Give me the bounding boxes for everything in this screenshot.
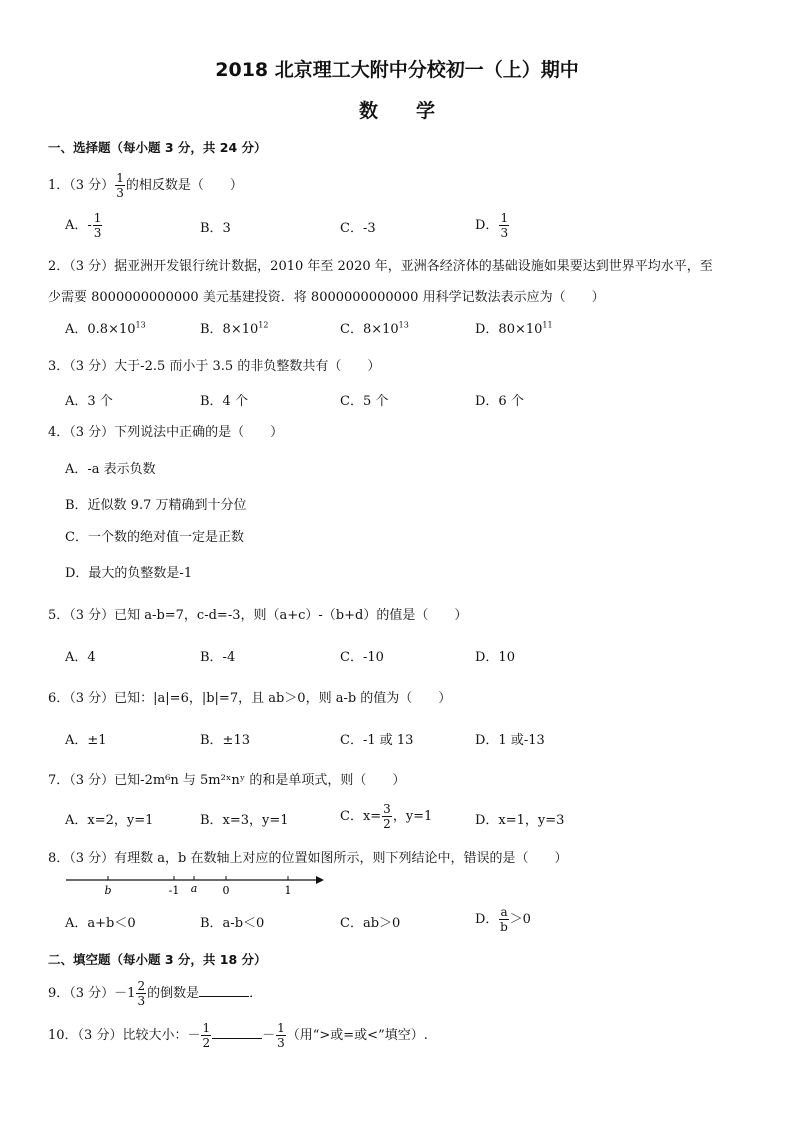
q3-option-b: B．4 个	[200, 394, 248, 409]
q6-option-a: A．±1	[65, 733, 107, 748]
q1-fraction: $\frac{1}{3}$	[116, 171, 124, 200]
question-7: 7．（3 分）已知-2m⁶n 与 5m²ˣnʸ 的和是单项式，则（ ）	[48, 773, 406, 788]
axis-label-a: a	[190, 882, 198, 895]
axis-label-minus-1: -1	[168, 884, 180, 897]
q8-option-b: B．a-b＜0	[200, 916, 265, 931]
q5-option-c: C．-10	[340, 650, 384, 665]
q1-prefix: 1．（3 分）	[48, 178, 115, 193]
question-4: 4．（3 分）下列说法中正确的是（ ）	[48, 425, 284, 440]
axis-label-0: 0	[222, 884, 230, 897]
q1-option-b: B．3	[200, 221, 231, 236]
question-3: 3．（3 分）大于-2.5 而小于 3.5 的非负整数共有（ ）	[48, 359, 381, 374]
q5-option-b: B．-4	[200, 650, 236, 665]
q2-option-a: A．$0.8\times 10^{13}$	[65, 320, 146, 337]
q4-option-d: D．最大的负整数是-1	[65, 566, 193, 581]
section-heading-fill: 二、填空题（每小题 3 分，共 18 分）	[48, 952, 267, 967]
question-8: 8．（3 分）有理数 a，b 在数轴上对应的位置如图所示，则下列结论中，错误的是（ ）	[48, 851, 568, 866]
number-line	[66, 870, 330, 900]
q3-option-c: C．5 个	[340, 394, 389, 409]
question-9: 9．（3 分）－1 $\frac{2}{3}$ 的倒数是 ．	[48, 979, 263, 1008]
q4-option-a: A．-a 表示负数	[65, 462, 156, 477]
q3-option-a: A．3 个	[65, 394, 113, 409]
question-10: 10．（3 分）比较大小：－ $\frac{1}{2}$ － $\frac{1}{3}$ （用“>或=或<”填空）.	[48, 1021, 428, 1050]
q1-option-a: A．- $\frac{1}{3}$	[65, 211, 102, 240]
q6-option-d: D．1 或-13	[475, 733, 545, 748]
q1-suffix: 的相反数是（ ）	[125, 178, 243, 193]
q2-option-d: D．$80\times 10^{11}$	[475, 320, 553, 337]
axis-label-1: 1	[284, 884, 292, 897]
q7-option-b: B．x=3，y=1	[200, 813, 289, 828]
q7-option-a: A．x=2，y=1	[65, 813, 154, 828]
q7-option-c: C．x= $\frac{3}{2}$ ，y=1	[340, 802, 433, 831]
q1-option-c: C．-3	[340, 221, 376, 236]
q2-option-c: C．$8\times 10^{13}$	[340, 320, 409, 337]
page-title: 2018 北京理工大附中分校初一（上）期中	[215, 59, 579, 81]
q9-fraction: $\frac{2}{3}$	[137, 979, 146, 1008]
q8-option-a: A．a+b＜0	[65, 916, 136, 931]
q10-answer-blank	[212, 1026, 262, 1039]
q3-option-d: D．6 个	[475, 394, 524, 409]
q8-option-d: D． $\frac{a}{b}$ ＞0	[475, 905, 531, 934]
q6-option-b: B．±13	[200, 733, 250, 748]
q4-option-b: B．近似数 9.7 万精确到十分位	[65, 498, 247, 513]
page-subtitle: 数学	[358, 100, 473, 122]
question-2-line-2: 少需要 8000000000000 美元基建投资．将 8000000000000 用科学记数法表示应为（ ）	[48, 290, 605, 305]
axis-label-b: b	[104, 884, 112, 897]
q5-option-a: A．4	[65, 650, 96, 665]
q8-option-c: C．ab＞0	[340, 916, 401, 931]
q6-option-c: C．-1 或 13	[340, 733, 414, 748]
question-6: 6．（3 分）已知：|a|=6，|b|=7，且 ab＞0，则 a-b 的值为（ ）	[48, 691, 452, 706]
q9-answer-blank	[199, 984, 249, 997]
question-1	[48, 172, 243, 199]
q4-option-c: C．一个数的绝对值一定是正数	[65, 530, 244, 545]
question-2-line-1: 2．（3 分）据亚洲开发银行统计数据，2010 年至 2020 年，亚洲各经济体的基础设施如果要达到世界平均水平，至	[48, 259, 713, 274]
question-5: 5．（3 分）已知 a-b=7，c-d=-3，则（a+c）-（b+d）的值是（ ）	[48, 608, 468, 623]
q7-option-d: D．x=1，y=3	[475, 813, 565, 828]
q2-option-b: B．$8\times 10^{12}$	[200, 320, 269, 337]
section-heading-choice: 一、选择题（每小题 3 分，共 24 分）	[48, 140, 267, 155]
q5-option-d: D．10	[475, 650, 515, 665]
q1-option-d: D． $\frac{1}{3}$	[475, 211, 509, 240]
